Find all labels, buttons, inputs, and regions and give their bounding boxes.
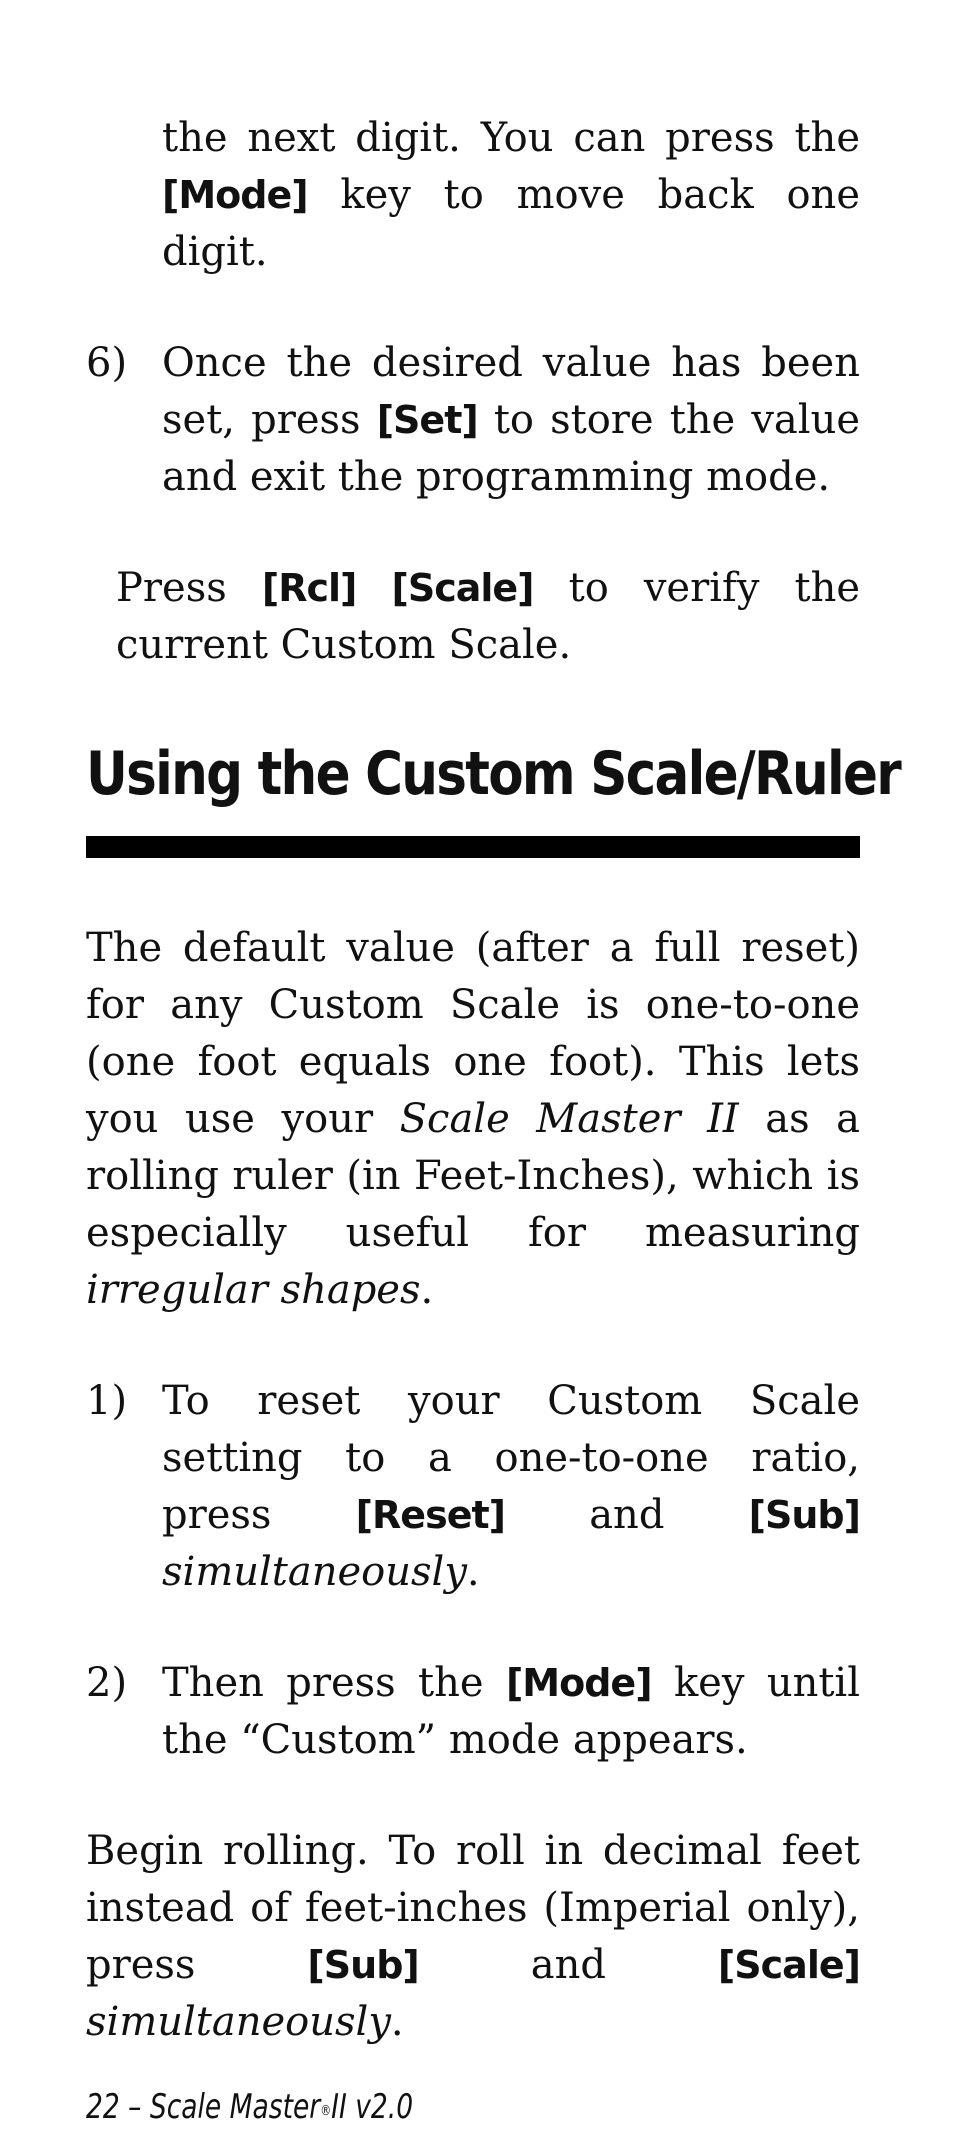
heading-rule (86, 836, 860, 858)
section-heading: Using the Custom Scale/Ruler (86, 739, 901, 809)
rcl-key-label: [Rcl] (261, 566, 357, 610)
mode-key-label: [Mode] (162, 173, 308, 217)
footer-model: II v2.0 (331, 2087, 414, 2127)
step-2-number: 2) (86, 1660, 128, 1706)
step-1-text-1: To reset your Custom Scale setting to a one-to-one ratio, press (162, 1378, 860, 1538)
intro-text-2: as a rolling ruler (in Feet-Inches), which is especially useful for measuring (86, 1096, 861, 1256)
rolling-paragraph (86, 1823, 860, 2051)
step-1-text-3: . (466, 1549, 480, 1595)
scale-key-label: [Scale] (391, 566, 534, 610)
step-2-text-1: Then press the (162, 1660, 506, 1706)
page-footer (86, 2085, 690, 2129)
rolling-text-1: Begin rolling. To roll in decimal feet instead of feet-inches (Imperial only), press (86, 1828, 860, 1988)
intro-text-1: The default value (after a full reset) for any Custom Scale is one-to-one (one foot equals one foot). This lets you use your (86, 925, 860, 1142)
scale-key-label-2: [Scale] (717, 1943, 860, 1987)
manual-page (86, 110, 901, 2129)
sub-key-label-2: [Sub] (307, 1943, 419, 1987)
irregular-shapes-text: irregular shapes (86, 1267, 421, 1313)
step-6-text-2: to store the value and exit the programming mode. (162, 397, 861, 500)
step-1 (86, 1373, 860, 1601)
step-6-number: 6) (86, 340, 128, 386)
verify-text-1: Press (116, 565, 262, 611)
continued-text-1: the next digit. You can press the (162, 115, 860, 161)
verify-paragraph (86, 560, 860, 674)
step-1-number: 1) (86, 1378, 128, 1424)
intro-paragraph (86, 920, 860, 1319)
mode-key-label-2: [Mode] (505, 1661, 652, 1705)
set-key-label: [Set] (376, 398, 478, 442)
step-1-text-2: and (505, 1492, 749, 1538)
footer-page-label: 22 – Scale Master (86, 2087, 321, 2127)
verify-text-2: to verify the current Custom Scale. (116, 565, 861, 668)
rolling-simultaneously: simultaneously (86, 1999, 391, 2045)
registered-mark: ® (320, 2103, 332, 2119)
sub-key-label: [Sub] (748, 1493, 860, 1537)
intro-text-3: . (420, 1267, 434, 1313)
rolling-text-3: . (390, 1999, 404, 2045)
rolling-text-2: and (418, 1942, 718, 1988)
reset-key-label: [Reset] (355, 1493, 505, 1537)
continued-step-text (86, 110, 860, 281)
step-6 (86, 335, 860, 506)
step-2-text-2: key until the “Custom” mode appears. (162, 1660, 860, 1763)
step-1-simultaneously: simultaneously (162, 1549, 467, 1595)
step-2 (86, 1655, 860, 1769)
step-6-text-1: Once the desired value has been set, press (162, 340, 860, 443)
continued-text-2: key to move back one digit. (162, 172, 860, 275)
product-name: Scale Master II (399, 1096, 739, 1142)
